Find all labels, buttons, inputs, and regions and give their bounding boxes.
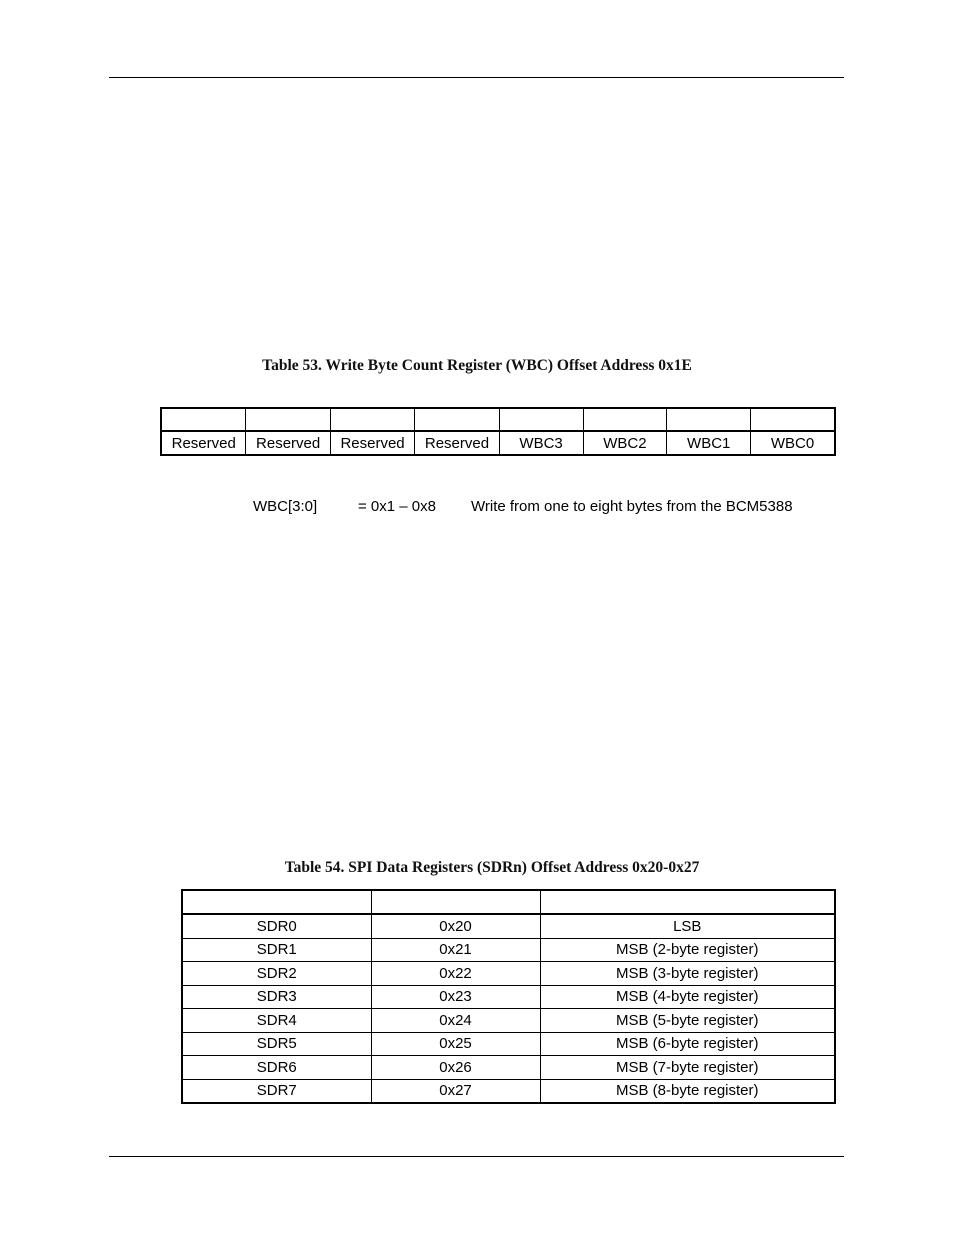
register-name-cell: SDR6 [182,1056,371,1080]
offset-cell: 0x25 [371,1032,540,1056]
description-cell: MSB (4-byte register) [540,985,835,1009]
table-row [182,1079,835,1103]
bit-header-row [161,408,835,431]
table-row [182,1009,835,1033]
description-cell: MSB (8-byte register) [540,1079,835,1103]
register-name-cell: SDR7 [182,1079,371,1103]
offset-cell: 0x24 [371,1009,540,1033]
register-name-cell: SDR0 [182,914,371,938]
bit-header-cell [246,408,330,431]
bit-header-cell [415,408,499,431]
bit-header-cell [161,408,246,431]
field-description: Write from one to eight bytes from the BCM5388 [471,498,793,515]
description-cell: MSB (6-byte register) [540,1032,835,1056]
bit-field-cell: Reserved [330,431,414,455]
description-cell: MSB (5-byte register) [540,1009,835,1033]
register-name-cell: SDR5 [182,1032,371,1056]
description-cell: LSB [540,914,835,938]
header-cell [540,890,835,914]
header-cell [182,890,371,914]
offset-cell: 0x20 [371,914,540,938]
bit-field-cell: Reserved [415,431,499,455]
bit-header-cell [667,408,751,431]
table-row [182,1056,835,1080]
table-53-caption: Table 53. Write Byte Count Register (WBC) Offset Address 0x1E [262,357,692,374]
table-row [182,938,835,962]
bit-header-cell [751,408,835,431]
description-cell: MSB (3-byte register) [540,962,835,986]
table-row [182,985,835,1009]
wbc-register-table [160,407,836,456]
bit-header-cell [583,408,667,431]
register-name-cell: SDR3 [182,985,371,1009]
header-cell [371,890,540,914]
bit-header-cell [499,408,583,431]
bit-field-cell: WBC3 [499,431,583,455]
sdr-register-table [181,889,836,1104]
description-cell: MSB (7-byte register) [540,1056,835,1080]
field-value: = 0x1 – 0x8 [358,498,436,515]
bit-field-cell: WBC2 [583,431,667,455]
bit-field-cell: WBC0 [751,431,835,455]
table-header-row [182,890,835,914]
field-name: WBC[3:0] [253,498,318,515]
offset-cell: 0x26 [371,1056,540,1080]
table-row [182,1032,835,1056]
table-row [182,914,835,938]
bit-field-cell: WBC1 [667,431,751,455]
header-rule [109,77,844,78]
bit-field-cell: Reserved [246,431,330,455]
register-name-cell: SDR4 [182,1009,371,1033]
offset-cell: 0x27 [371,1079,540,1103]
register-name-cell: SDR2 [182,962,371,986]
bit-field-cell: Reserved [171,434,236,452]
bit-field-row [161,431,835,455]
description-cell: MSB (2-byte register) [540,938,835,962]
footer-rule [109,1156,844,1157]
table-row [182,962,835,986]
offset-cell: 0x22 [371,962,540,986]
register-name-cell: SDR1 [182,938,371,962]
offset-cell: 0x21 [371,938,540,962]
table-54-caption: Table 54. SPI Data Registers (SDRn) Offset Address 0x20-0x27 [284,859,700,876]
offset-cell: 0x23 [371,985,540,1009]
bit-header-cell [330,408,414,431]
